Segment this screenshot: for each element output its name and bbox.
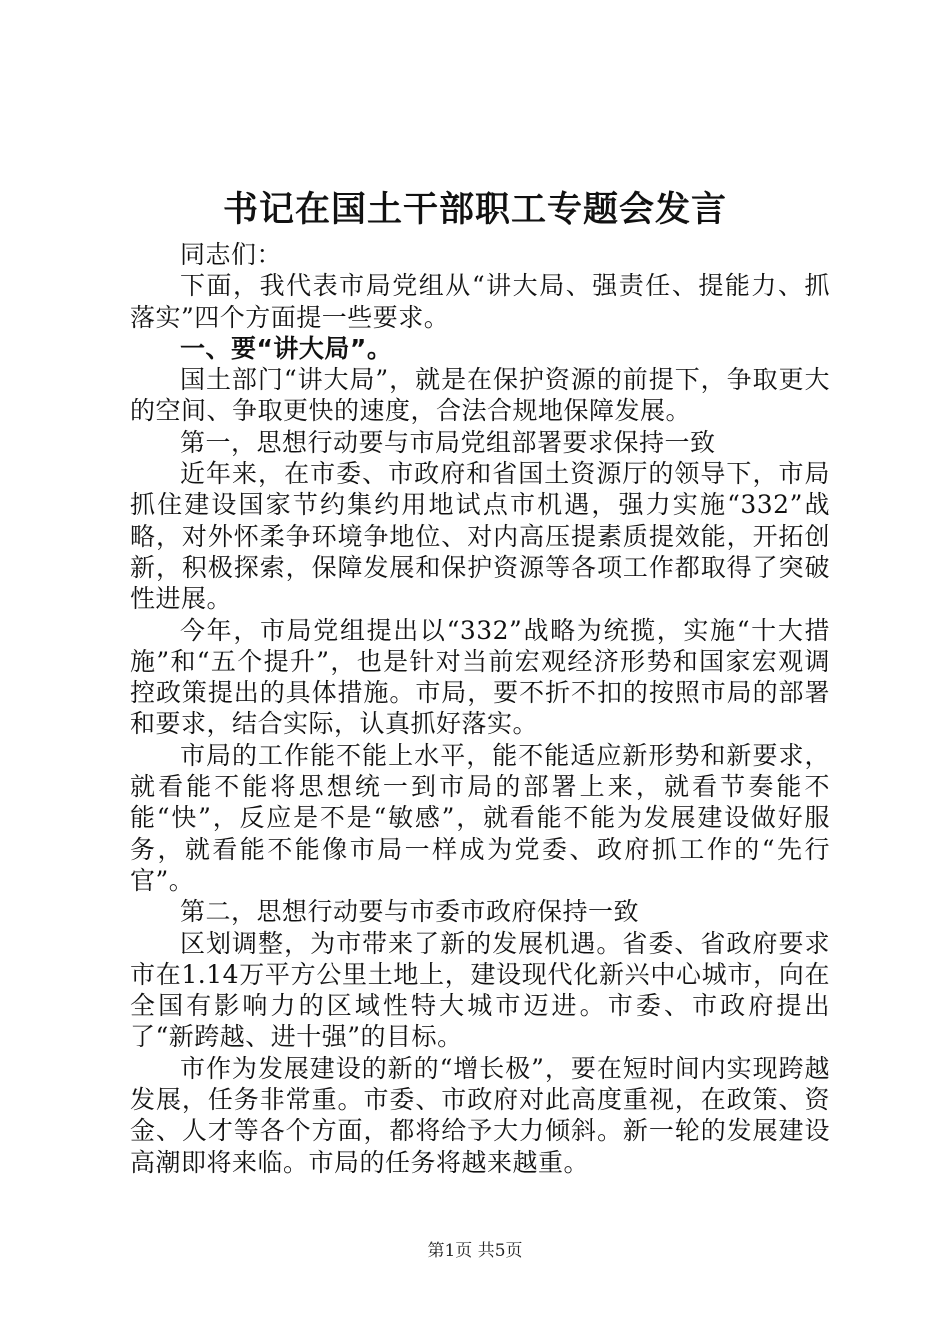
document-body: [130, 239, 830, 1178]
subheading: 第一，思想行动要与市局党组部署要求保持一致: [180, 427, 716, 457]
paragraph: 市局的工作能不能上水平，能不能适应新形势和新要求，就看能不能将思想统一到市局的部署上来，就看节奏能不能“快”，反应是不是“敏感”，就看能不能为发展建设做好服务，就看能不能像市局一样成为党委、政府抓工作的“先行官”。: [130, 740, 830, 895]
paragraph: 市作为发展建设的新的“增长极”，要在短时间内实现跨越发展，任务非常重。市委、市政府对此高度重视，在政策、资金、人才等各个方面，都将给予大力倾斜。新一轮的发展建设高潮即将来临。市局的任务将越来越重。: [130, 1053, 830, 1177]
paragraph: 今年，市局党组提出以“332”战略为统揽，实施“十大措施”和“五个提升”，也是针对当前宏观经济形势和国家宏观调控政策提出的具体措施。市局，要不折不扣的按照市局的部署和要求，结合实际，认真抓好落实。: [130, 615, 830, 739]
paragraph: 下面，我代表市局党组从“讲大局、强责任、提能力、抓落实”四个方面提一些要求。: [130, 271, 830, 332]
subheading: 第二，思想行动要与市委市政府保持一致: [180, 897, 640, 927]
paragraph: 区划调整，为市带来了新的发展机遇。省委、省政府要求市在1.14万平方公里土地上，建设现代化新兴中心城市，向在全国有影响力的区域性特大城市迈进。市委、市政府提出了“新跨越、进十强”的目标。: [130, 928, 830, 1052]
paragraph: 国土部门“讲大局”，就是在保护资源的前提下，争取更大的空间、争取更快的速度，合法合规地保障发展。: [130, 365, 830, 426]
section-heading: 一、要“讲大局”。: [180, 333, 393, 363]
page-number-footer: 第1页 共5页: [427, 1241, 523, 1261]
document-title: 书记在国土干部职工专题会发言: [222, 190, 727, 230]
paragraph: 近年来，在市委、市政府和省国土资源厅的领导下，市局抓住建设国家节约集约用地试点市机遇，强力实施“332”战略，对外怀柔争环境争地位、对内高压提素质提效能，开拓创新，积极探索，保障发展和保护资源等各项工作都取得了突破性进展。: [130, 459, 830, 614]
salutation: 同志们：: [180, 240, 283, 269]
